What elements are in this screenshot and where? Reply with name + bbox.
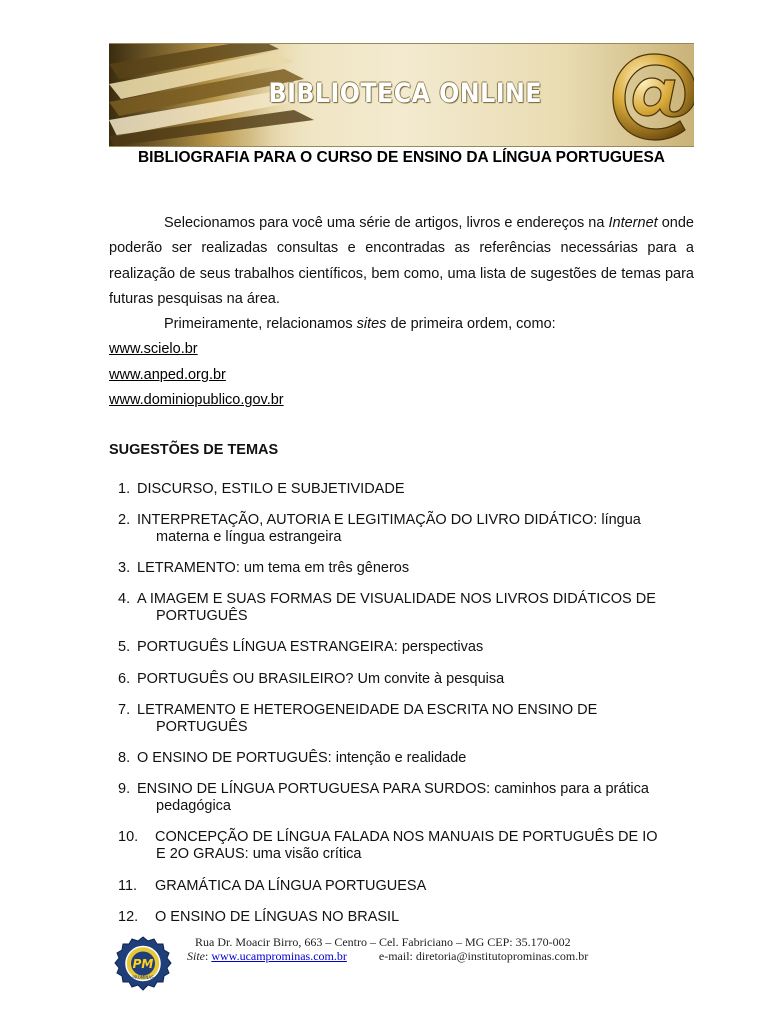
- list-item: [109, 481, 699, 498]
- topics-section-title: SUGESTÕES DE TEMAS: [109, 442, 279, 458]
- biblioteca-online-banner: [109, 43, 694, 147]
- item-text: GRAMÁTICA DA LÍNGUA PORTUGUESA: [155, 878, 427, 894]
- intro-text-cont: onde poderão ser realizadas consultas e encontradas as referências necessárias para a realização de seus trabalhos científicos, bem como, uma lista de sugestões de temas para futuras pesquisas na área.: [109, 215, 694, 307]
- item-text-continuation: E 2O GRAUS: uma visão crítica: [156, 846, 362, 862]
- link-scielo[interactable]: www.scielo.br: [109, 341, 198, 358]
- item-number: 12.: [118, 909, 139, 925]
- footer-contact: Site: www.ucamprominas.com.br e-mail: diretoria@institutoprominas.com.br: [187, 949, 589, 963]
- footer-email: e-mail: diretoria@institutoprominas.com.br: [378, 949, 589, 963]
- intro-paragraph: [109, 211, 694, 312]
- item-text-continuation: PORTUGUÊS: [156, 608, 248, 624]
- link-dominiopublico[interactable]: www.dominiopublico.gov.br: [109, 392, 284, 409]
- list-item: [109, 702, 699, 736]
- svg-text:PM: PM: [132, 957, 154, 971]
- item-number: 6.: [118, 671, 131, 687]
- item-number: 7.: [118, 702, 131, 718]
- item-number: 8.: [118, 750, 131, 766]
- item-text: ENSINO DE LÍNGUA PORTUGUESA PARA SURDOS: caminhos para a prática: [137, 781, 649, 797]
- item-text-continuation: pedagógica: [156, 798, 231, 814]
- sites-text-cont: de primeira ordem, como:: [386, 316, 556, 333]
- banner-title: BIBLIOTECA ONLINE: [268, 78, 542, 109]
- prominas-logo-icon: [113, 936, 173, 992]
- item-number: 3.: [118, 560, 131, 576]
- item-text: PORTUGUÊS OU BRASILEIRO? Um convite à pesquisa: [137, 671, 505, 687]
- item-number: 10.: [118, 829, 139, 845]
- item-text: INTERPRETAÇÃO, AUTORIA E LEGITIMAÇÃO DO LIVRO DIDÁTICO: língua: [137, 512, 641, 528]
- list-item: [109, 878, 699, 895]
- sites-paragraph: [109, 312, 694, 337]
- sites-emphasis: sites: [356, 316, 387, 333]
- site-label: Site: [187, 949, 205, 963]
- document-title: BIBLIOGRAFIA PARA O CURSO DE ENSINO DA LÍNGUA PORTUGUESA: [137, 149, 665, 166]
- list-item: [109, 591, 699, 625]
- intro-section: [109, 211, 694, 413]
- item-text: O ENSINO DE PORTUGUÊS: intenção e realidade: [137, 750, 467, 766]
- item-text: LETRAMENTO E HETEROGENEIDADE DA ESCRITA NO ENSINO DE: [137, 702, 598, 718]
- list-item: [109, 512, 699, 546]
- footer-address: Rua Dr. Moacir Birro, 663 – Centro – Cel. Fabriciano – MG CEP: 35.170-002: [195, 935, 571, 949]
- list-item: [109, 781, 699, 815]
- item-text: DISCURSO, ESTILO E SUBJETIVIDADE: [137, 481, 405, 497]
- list-item: [109, 829, 699, 863]
- link-anped[interactable]: www.anped.org.br: [109, 366, 226, 383]
- list-item: [109, 671, 699, 688]
- intro-emphasis: Internet: [608, 215, 658, 231]
- item-text: PORTUGUÊS LÍNGUA ESTRANGEIRA: perspectivas: [137, 639, 484, 655]
- item-text: O ENSINO DE LÍNGUAS NO BRASIL: [155, 909, 400, 925]
- item-number: 2.: [118, 512, 131, 528]
- list-item: [109, 560, 699, 577]
- item-number: 5.: [118, 639, 131, 655]
- item-text: LETRAMENTO: um tema em três gêneros: [137, 560, 410, 576]
- item-number: 11.: [118, 878, 138, 894]
- item-text-continuation: PORTUGUÊS: [156, 719, 248, 735]
- item-number: 4.: [118, 591, 131, 607]
- site-link[interactable]: www.ucamprominas.com.br: [211, 949, 347, 963]
- list-item: [109, 909, 699, 926]
- intro-text: Selecionamos para você uma série de artigos, livros e endereços na: [164, 215, 609, 231]
- at-sign-icon: [609, 48, 694, 144]
- item-text-continuation: materna e língua estrangeira: [156, 529, 342, 545]
- sites-text: Primeiramente, relacionamos: [164, 316, 357, 333]
- item-text: CONCEPÇÃO DE LÍNGUA FALADA NOS MANUAIS DE PORTUGUÊS DE IO: [155, 829, 658, 845]
- svg-text:PROMINAS: PROMINAS: [132, 975, 154, 980]
- page-footer: [109, 934, 694, 994]
- item-number: 9.: [118, 781, 131, 797]
- item-text: A IMAGEM E SUAS FORMAS DE VISUALIDADE NOS LIVROS DIDÁTICOS DE: [137, 591, 656, 607]
- item-number: 1.: [118, 481, 131, 497]
- list-item: [109, 750, 699, 767]
- list-item: [109, 639, 699, 656]
